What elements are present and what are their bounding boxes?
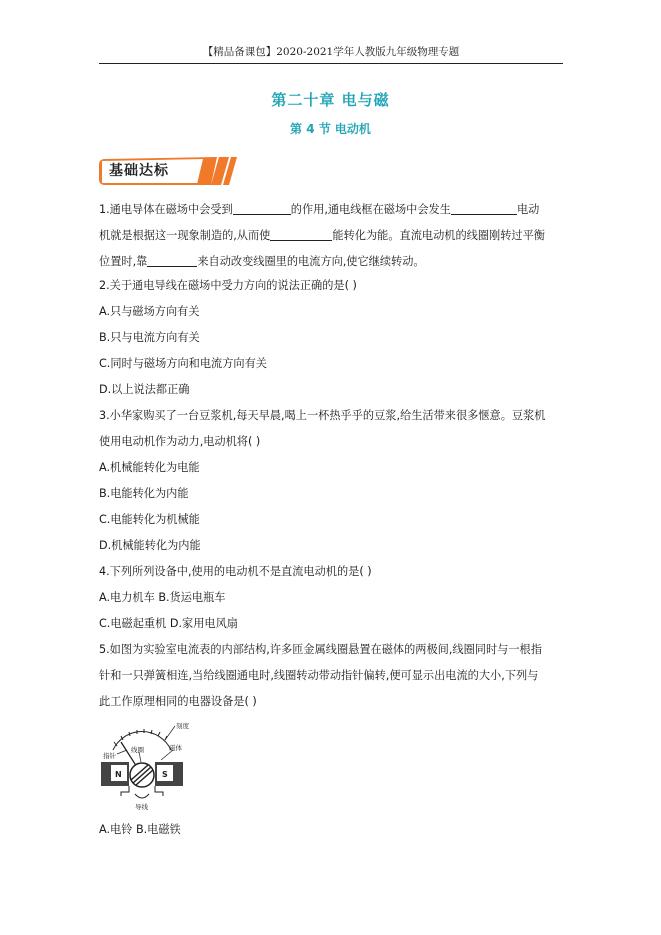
q1-text: 1.通电导体在磁场中会受到 (99, 203, 233, 216)
label-n-pole: N (115, 770, 122, 779)
q5-stem-1: 5.如图为实验室电流表的内部结构,许多匝金属线圈悬置在磁体的两极间,线圈同时与一根指 (99, 643, 542, 656)
page-header (99, 44, 563, 64)
question-4 (99, 560, 565, 638)
q2-stem: 2.关于通电导线在磁场中受力方向的说法正确的是( ) (99, 279, 357, 292)
q3-option-d: D.机械能转化为内能 (99, 539, 201, 552)
question-2 (99, 274, 565, 404)
answer-blank[interactable] (233, 200, 291, 215)
question-5-options (99, 818, 565, 844)
header-text: 【精品备课包】2020-2021学年人教版九年级物理专题 (202, 46, 460, 58)
q1-line-3 (99, 250, 565, 276)
q5-stem-3: 此工作原理相同的电器设备是( ) (99, 695, 257, 708)
q2-option-b: B.只与电流方向有关 (99, 331, 200, 344)
q5-stem-2: 针和一只弹簧相连,当给线圈通电时,线圈转动带动指针偏转,便可显示出电流的大小,下列与 (99, 669, 539, 682)
ammeter-diagram (99, 720, 189, 810)
q1-text: 能转化为能。直流电动机的线圈刚转过平衡 (332, 229, 545, 242)
answer-blank[interactable] (270, 226, 332, 241)
q4-options-line-2: C.电磁起重机 D.家用电风扇 (99, 617, 238, 630)
q3-stem-2: 使用电动机作为动力,电动机将( ) (99, 435, 261, 448)
question-5 (99, 638, 565, 716)
ammeter-illustration (99, 720, 189, 810)
q2-option-d: D.以上说法都正确 (99, 383, 190, 396)
q2-option-a: A.只与磁场方向有关 (99, 305, 200, 318)
q4-stem: 4.下列所列设备中,使用的电动机不是直流电动机的是( ) (99, 565, 372, 578)
q1-text: 位置时,靠 (99, 255, 148, 268)
label-coil: 线圈 (131, 746, 144, 754)
q3-stem-1: 3.小华家购买了一台豆浆机,每天早晨,喝上一杯热乎乎的豆浆,给生活带来很多惬意。豆浆机 (99, 409, 546, 422)
label-scale: 刻度 (176, 722, 189, 730)
q5-options-line-1: A.电铃 B.电磁铁 (99, 823, 181, 836)
question-1 (99, 198, 565, 276)
q1-line-2 (99, 224, 565, 250)
q1-text: 来自动改变线圈里的电流方向,使它继续转动。 (197, 255, 425, 268)
q4-options-line-1: A.电力机车 B.货运电瓶车 (99, 591, 226, 604)
label-pointer: 指针 (103, 752, 116, 760)
q3-option-b: B.电能转化为内能 (99, 487, 189, 500)
answer-blank[interactable] (147, 252, 197, 267)
label-magnet: 磁体 (169, 744, 182, 752)
question-3 (99, 404, 565, 560)
answer-blank[interactable] (451, 200, 517, 215)
section-banner (99, 155, 239, 187)
q2-option-c: C.同时与磁场方向和电流方向有关 (99, 357, 267, 370)
q1-line-1 (99, 198, 565, 224)
section-title: 第 4 节 电动机 (290, 122, 371, 136)
banner-label: 基础达标 (109, 163, 169, 179)
chapter-title: 第二十章 电与磁 (271, 91, 390, 109)
q3-option-a: A.机械能转化为电能 (99, 461, 200, 474)
label-wire: 导线 (135, 803, 148, 810)
q1-text: 的作用,通电线框在磁场中会发生 (290, 203, 451, 216)
q3-option-c: C.电能转化为机械能 (99, 513, 200, 526)
q1-text: 机就是根据这一现象制造的,从而使 (99, 229, 271, 242)
q1-text: 电动 (516, 203, 540, 216)
label-s-pole: S (162, 770, 168, 779)
